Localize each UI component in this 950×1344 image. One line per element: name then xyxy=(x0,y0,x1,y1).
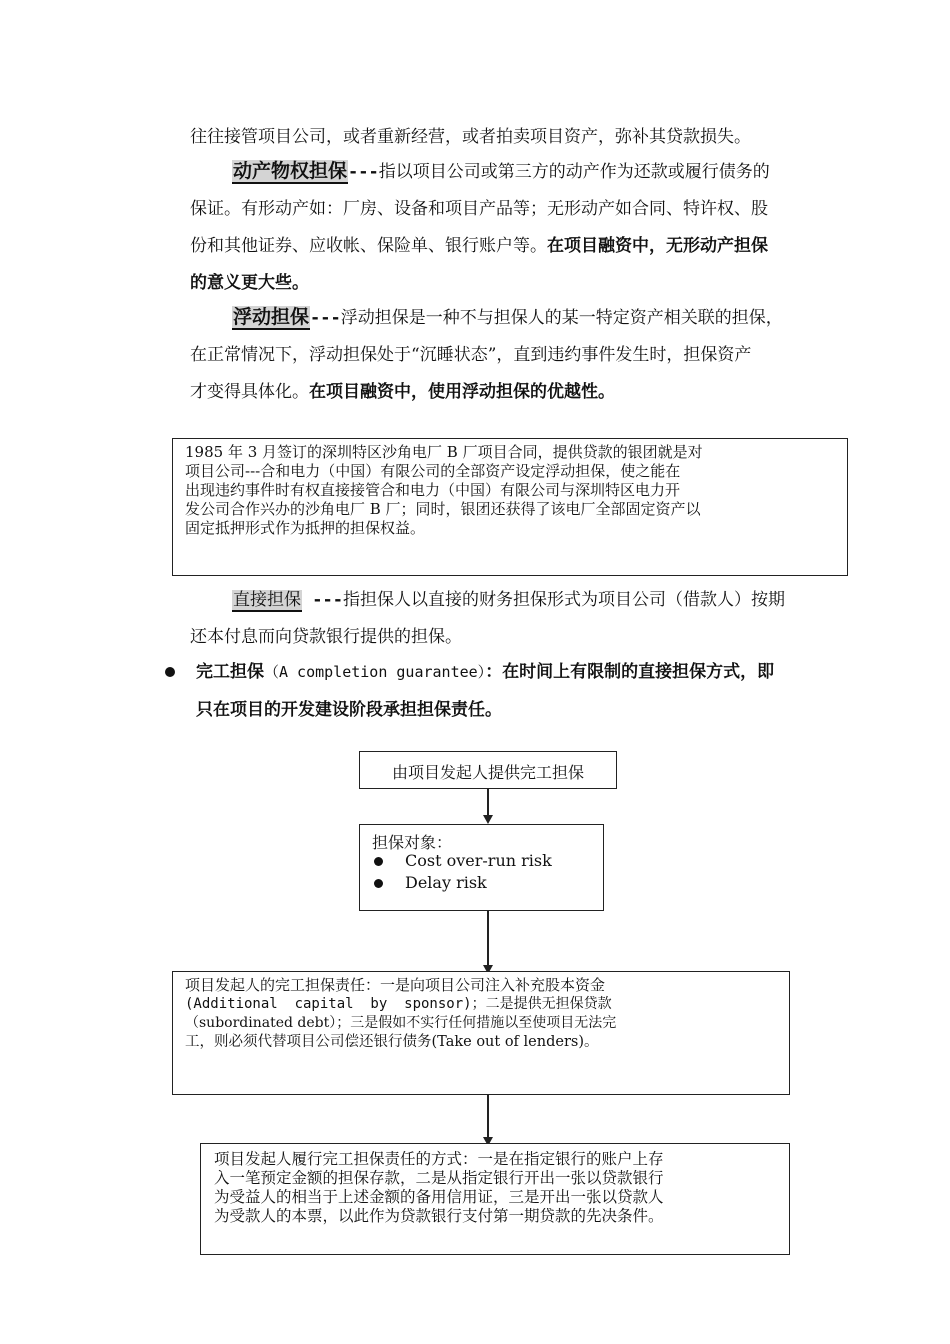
emphasis-text: 在项目融资中，无形动产担保 xyxy=(547,236,768,256)
emphasis-text: 的意义更大些。 xyxy=(190,273,309,293)
dash: --- xyxy=(310,308,341,328)
floating-guarantee-line-2: 在正常情况下，浮动担保处于“沉睡状态”，直到违约事件发生时，担保资产 xyxy=(190,345,752,365)
risk-item: Cost over-run risk xyxy=(405,851,552,870)
movable-guarantee-line-3: 份和其他证券、应收帐、保险单、银行账户等。在项目融资中，无形动产担保 xyxy=(190,236,768,256)
emphasis-text: 在项目融资中，使用浮动担保的优越性。 xyxy=(309,382,615,402)
risk-item: Delay risk xyxy=(405,873,487,892)
flow-box-guarantee-objects: 担保对象： Cost over-run risk Delay risk xyxy=(359,824,604,911)
flow-arrow xyxy=(487,911,489,966)
floating-guarantee-line-3: 才变得具体化。在项目融资中，使用浮动担保的优越性。 xyxy=(190,382,615,402)
movable-guarantee-line-2: 保证。有形动产如：厂房、设备和项目产品等；无形动产如合同、特许权、股 xyxy=(190,199,768,219)
floating-guarantee-line-1: 浮动担保---浮动担保是一种不与担保人的某一特定资产相关联的担保， xyxy=(233,306,783,328)
flow-arrow xyxy=(487,789,489,816)
flow-arrow xyxy=(487,1095,489,1138)
direct-guarantee-line-2: 还本付息而向贷款银行提供的担保。 xyxy=(190,627,462,647)
flow-box-sponsor: 由项目发起人提供完工担保 xyxy=(359,751,617,789)
flow-box-sponsor-responsibility: 项目发起人的完工担保责任：一是向项目公司注入补充股本资金 (Additional capital by sponsor)；二是提供无担保贷款 （subordinated debt）；三是假如不实行任何措施以至使项目无法完 工，则必须代替项目公司偿还银行债务(Take out of lenders)。 xyxy=(172,971,790,1095)
movable-guarantee-term: 动产物权担保 xyxy=(233,160,348,182)
direct-guarantee-term: 直接担保 xyxy=(233,590,301,610)
movable-guarantee-line-4 xyxy=(190,272,309,294)
direct-guarantee-line-1: 直接担保 ---指担保人以直接的财务担保形式为项目公司（借款人）按期 xyxy=(233,590,785,610)
completion-guarantee-line-1: 完工担保（A completion guarantee）：在时间上有限制的直接担保方式，即 xyxy=(196,662,775,682)
case-study-box xyxy=(172,438,848,576)
paragraph-line: 往往接管项目公司，或者重新经营，或者拍卖项目资产，弥补其贷款损失。 xyxy=(190,127,751,147)
bullet-icon xyxy=(374,857,383,866)
completion-guarantee-line-2: 只在项目的开发建设阶段承担担保责任。 xyxy=(196,700,502,720)
flow-box-fulfillment-methods: 项目发起人履行完工担保责任的方式：一是在指定银行的账户上存 入一笔预定金额的担保存款，二是从指定银行开出一张以贷款银行 为受益人的相当于上述金额的备用信用证，三是开出一张以贷款人 为受款人的本票，以此作为贷款银行支付第一期贷款的先决条件。 xyxy=(200,1143,790,1255)
dash: --- xyxy=(302,590,343,610)
dash: --- xyxy=(348,162,379,182)
case-study-text: 1985 年 3 月签订的深圳特区沙角电厂 B 厂项目合同，提供贷款的银团就是对 项目公司---合和电力（中国）有限公司的全部资产设定浮动担保，使之能在 出现违约事件时有权直接接管合和电力（中国）有限公司与深圳特区电力开 发公司合作兴办的沙角电厂 B 厂；同时，银团还获得了该电厂全部固定资产以 固定抵押形式作为抵押的担保权益。 xyxy=(185,443,703,537)
bullet-icon xyxy=(374,879,383,888)
completion-guarantee-term: 完工担保 xyxy=(196,662,264,682)
movable-guarantee-line-1: 动产物权担保---指以项目公司或第三方的动产作为还款或履行债务的 xyxy=(233,160,770,182)
bullet-icon xyxy=(165,667,175,677)
arrowhead-icon xyxy=(483,815,493,824)
floating-guarantee-term: 浮动担保 xyxy=(233,306,310,328)
